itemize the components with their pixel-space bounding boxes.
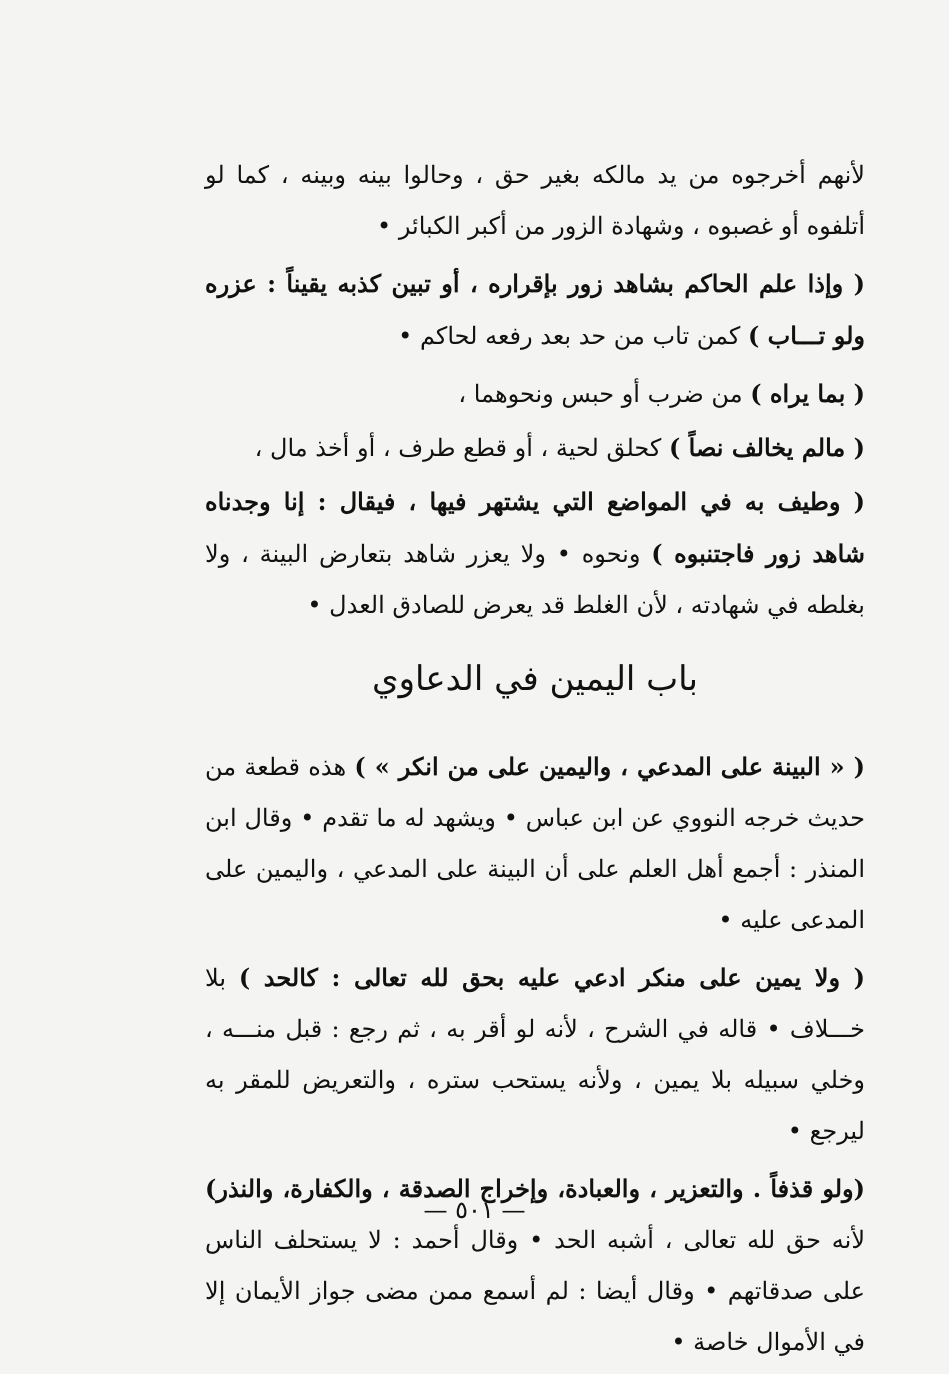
paragraph-6-text: هذه قطعة من حديث خرجه النووي عن ابن عباس • ويشهد له ما تقدم • وقال ابن المنذر : أجمع أهل العلم على أن البينة على المدعي ، واليمين على المدعى عليه • (205, 753, 865, 934)
paragraph-2 (205, 258, 865, 362)
paragraph-6-heading: ( « البينة على المدعي ، واليمين على من انكر » ) (354, 752, 865, 781)
paragraph-3-heading: ( بما يراه ) (750, 379, 865, 408)
paragraph-4 (205, 422, 865, 474)
paragraph-8 (205, 1163, 865, 1368)
paragraph-7 (205, 952, 865, 1157)
paragraph-8-heading: (ولو قذفاً . والتعزير ، والعبادة، وإخراج الصدقة ، والكفارة، والنذر) (205, 1174, 865, 1203)
paragraph-3-text: من ضرب أو حبس ونحوهما ، (458, 380, 751, 408)
paragraph-3 (205, 368, 865, 420)
paragraph-2-heading: ( وإذا علم الحاكم بشاهد زور بإقراره ، أو تبين كذبه يقيناً : عزره ولو تـــاب ) (205, 269, 865, 350)
paragraph-5-text: ونحوه • ولا يعزر شاهد بتعارض البينة ، ولا بغلطه في شهادته ، لأن الغلط قد يعرض للصادق العدل • (205, 540, 865, 619)
paragraph-5-heading: ( وطيف به في المواضع التي يشتهر فيها ، فيقال : إنا وجدناه شاهد زور فاجتنبوه ) (205, 487, 866, 568)
chapter-title: باب اليمين في الدعاوي (371, 659, 699, 699)
paragraph-1 (205, 150, 865, 252)
paragraph-8-text: لأنه حق لله تعالى ، أشبه الحد • وقال أحمد : لا يستحلف الناس على صدقاتهم • وقال أيضا : لم أسمع ممن مضى جواز الأيمان إلا في الأموال خاصة • (205, 1226, 865, 1356)
paragraph-4-heading: ( مالم يخالف نصاً ) (668, 433, 865, 462)
paragraph-4-text: كحلق لحية ، أو قطع طرف ، أو أخذ مال ، (254, 434, 669, 462)
paragraph-2-text: كمن تاب من حد بعد رفعه لحاكم • (398, 322, 748, 350)
paragraph-5 (205, 476, 865, 631)
paragraph-6 (205, 741, 865, 946)
page-body (205, 150, 865, 1374)
page-number: — ٥٠١ — (423, 1196, 526, 1224)
paragraph-1-text: لأنهم أخرجوه من يد مالكه بغير حق ، وحالوا بينه وبينه ، كما لو أتلفوه أو غصبوه ، وشهادة الزور من أكبر الكبائر • (205, 161, 865, 240)
paragraph-7-text: بلا خـــلاف • قاله في الشرح ، لأنه لو أقر به ، ثم رجع : قبل منـــه ، وخلي سبيله بلا يمين ، ولأنه يستحب ستره ، والتعريض للمقر به ليرجع • (205, 964, 865, 1145)
paragraph-7-heading: ( ولا يمين على منكر ادعي عليه بحق لله تعالى : كالحد ) (238, 963, 865, 992)
